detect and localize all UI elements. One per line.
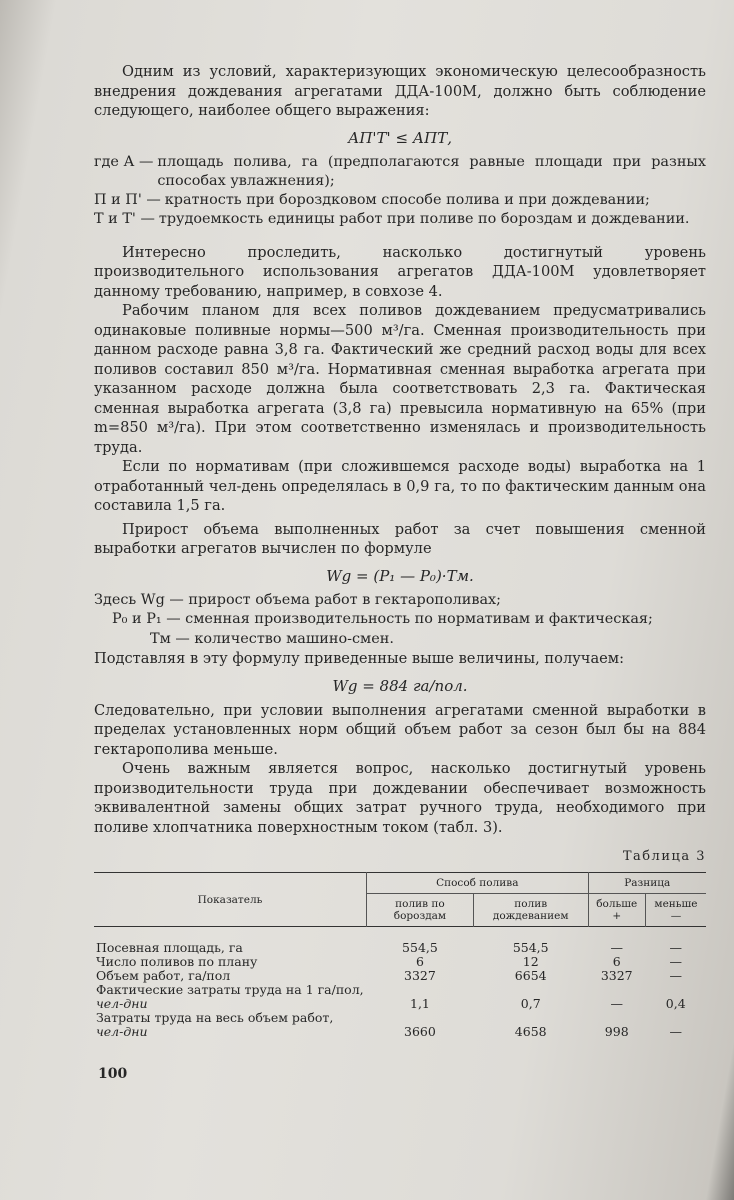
paragraph-8: Очень важным является вопрос, насколько достигнутый уровень производительности труда при дождевании обеспечивает возможность эквивалентной замены общих затрат ручного труда, необходимого при поливе хлопчатника поверхностным током (табл. 3). [94,760,706,836]
cell-more: 3327 [600,968,633,983]
row-label [94,969,367,983]
book-page [94,62,706,1039]
table-row [94,1011,706,1039]
cell-less: — [669,940,682,955]
table-row [94,983,706,1011]
table-row [94,927,706,956]
row-label-unit: чел-дни [96,996,148,1011]
cell-furrow: 3327 [404,968,436,983]
definition-t [94,210,706,229]
table-title: Таблица 3 [622,849,706,864]
cell-less: — [669,968,682,983]
row-label [94,983,367,1011]
definition-desc: площадь полива, га (предполагаются равные площади при разных способах увлажнения); [157,153,706,189]
paragraph-5: Прирост объема выполненных работ за счет повышения сменной выработки агрегатов вычислен по формуле [94,520,706,557]
cell-sprinkle: 12 [522,954,539,969]
row-label [94,955,367,969]
cell-less: — [669,1024,682,1039]
definition-a [94,153,706,191]
row-label-line: Объем работ, га/пол [96,968,231,983]
paragraph-intro: Одним из условий, характеризующих экономическую целесообразность внедрения дождевания агрегатами ДДА-100М, должно быть соблюдение следующего, наиболее общего выражения: [94,63,706,119]
legend-tm: Tм — количество машино-смен. [150,630,394,647]
cell-sprinkle: 4658 [514,1024,547,1039]
definition-term: Т и Т' — [94,210,155,227]
cell-more: 998 [604,1024,629,1039]
row-label-unit: чел-дни [96,1024,148,1039]
definition-desc: кратность при бороздковом способе полива и при дождевании; [164,191,650,208]
row-label-line: Число поливов по плану [96,954,258,969]
definition-term: где А — [94,153,154,170]
legend-wg: Здесь Wg — прирост объема работ в гектарополивах; [94,591,501,608]
row-label [94,1011,367,1039]
header-furrow: полив по бороздам [367,894,474,927]
definition-desc: трудоемкость единицы работ при поливе по бороздам и дождевании. [158,210,690,227]
paragraph-4: Если по нормативам (при сложившемся расходе воды) выработка на 1 отработанный чел-день определялась в 0,9 га, то по фактическим данным она составила 1,5 га. [94,458,706,514]
header-indicator: Показатель [197,893,263,906]
table-row [94,955,706,969]
cell-more: 6 [612,954,621,969]
paragraph-2: Интересно проследить, насколько достигнутый уровень производительного использования агрегатов ДДА-100М удовлетворяет данному требованию, например, в совхозе 4. [94,243,706,300]
row-label-line: Посевная площадь, га [96,940,243,955]
definition-p [94,191,706,210]
row-label-line: Фактические затраты труда на 1 га/пол, [96,982,364,997]
cell-less: 0,4 [665,996,686,1011]
paragraph-6: Подставляя в эту формулу приведенные выше величины, получаем: [94,650,625,667]
header-diff: Разница [588,873,706,894]
page-number: 100 [98,1066,128,1082]
cell-sprinkle: 554,5 [512,940,549,955]
cell-furrow: 554,5 [402,940,438,955]
header-method: Способ полива [367,873,589,894]
paragraph-3: Рабочим планом для всех поливов дождеванием предусматривались одинаковые поливные нормы—500 м³/га. Сменная производительность при данном расходе равна 3,8 га. Фактический же средний расход воды для всех поливов составил 850 м³/га. Нормативная сменная выработка агрегата при указанном расходе должна была соответствовать 2,3 га. Фактическая сменная выработка агрегата (3,8 га) превысила нормативную на 65% (при m=850 м³/га). При этом соответственно изменялась и производительность труда. [94,302,706,456]
cell-sprinkle: 0,7 [520,996,541,1011]
definition-term: П и П' — [94,191,161,208]
cell-furrow: 1,1 [410,996,430,1011]
table-row [94,969,706,983]
cell-furrow: 6 [415,954,424,969]
legend-p: P₀ и P₁ — сменная производительность по нормативам и фактическая; [112,611,653,627]
cell-furrow: 3660 [404,1024,436,1039]
data-table [94,872,706,1039]
formula-condition: АП'Т' ≤ АПТ, [347,128,452,147]
formula-result: Wg = 884 га/пол. [332,676,468,695]
cell-more: — [610,996,623,1011]
header-more: больше + [588,894,645,927]
cell-more: — [610,940,623,955]
header-sprinkle: полив дождеванием [473,894,588,927]
cell-less: — [669,954,682,969]
header-less: меньше — [645,894,706,927]
formula-growth: Wg = (P₁ — P₀)·Tм. [326,566,474,585]
row-label-line: Затраты труда на весь объем работ, [96,1010,334,1025]
cell-sprinkle: 6654 [514,968,547,983]
row-label [94,927,367,956]
paragraph-7: Следовательно, при условии выполнения агрегатами сменной выработки в пределах установленных норм общий объем работ за сезон был бы на 884 гектарополива меньше. [94,701,706,758]
